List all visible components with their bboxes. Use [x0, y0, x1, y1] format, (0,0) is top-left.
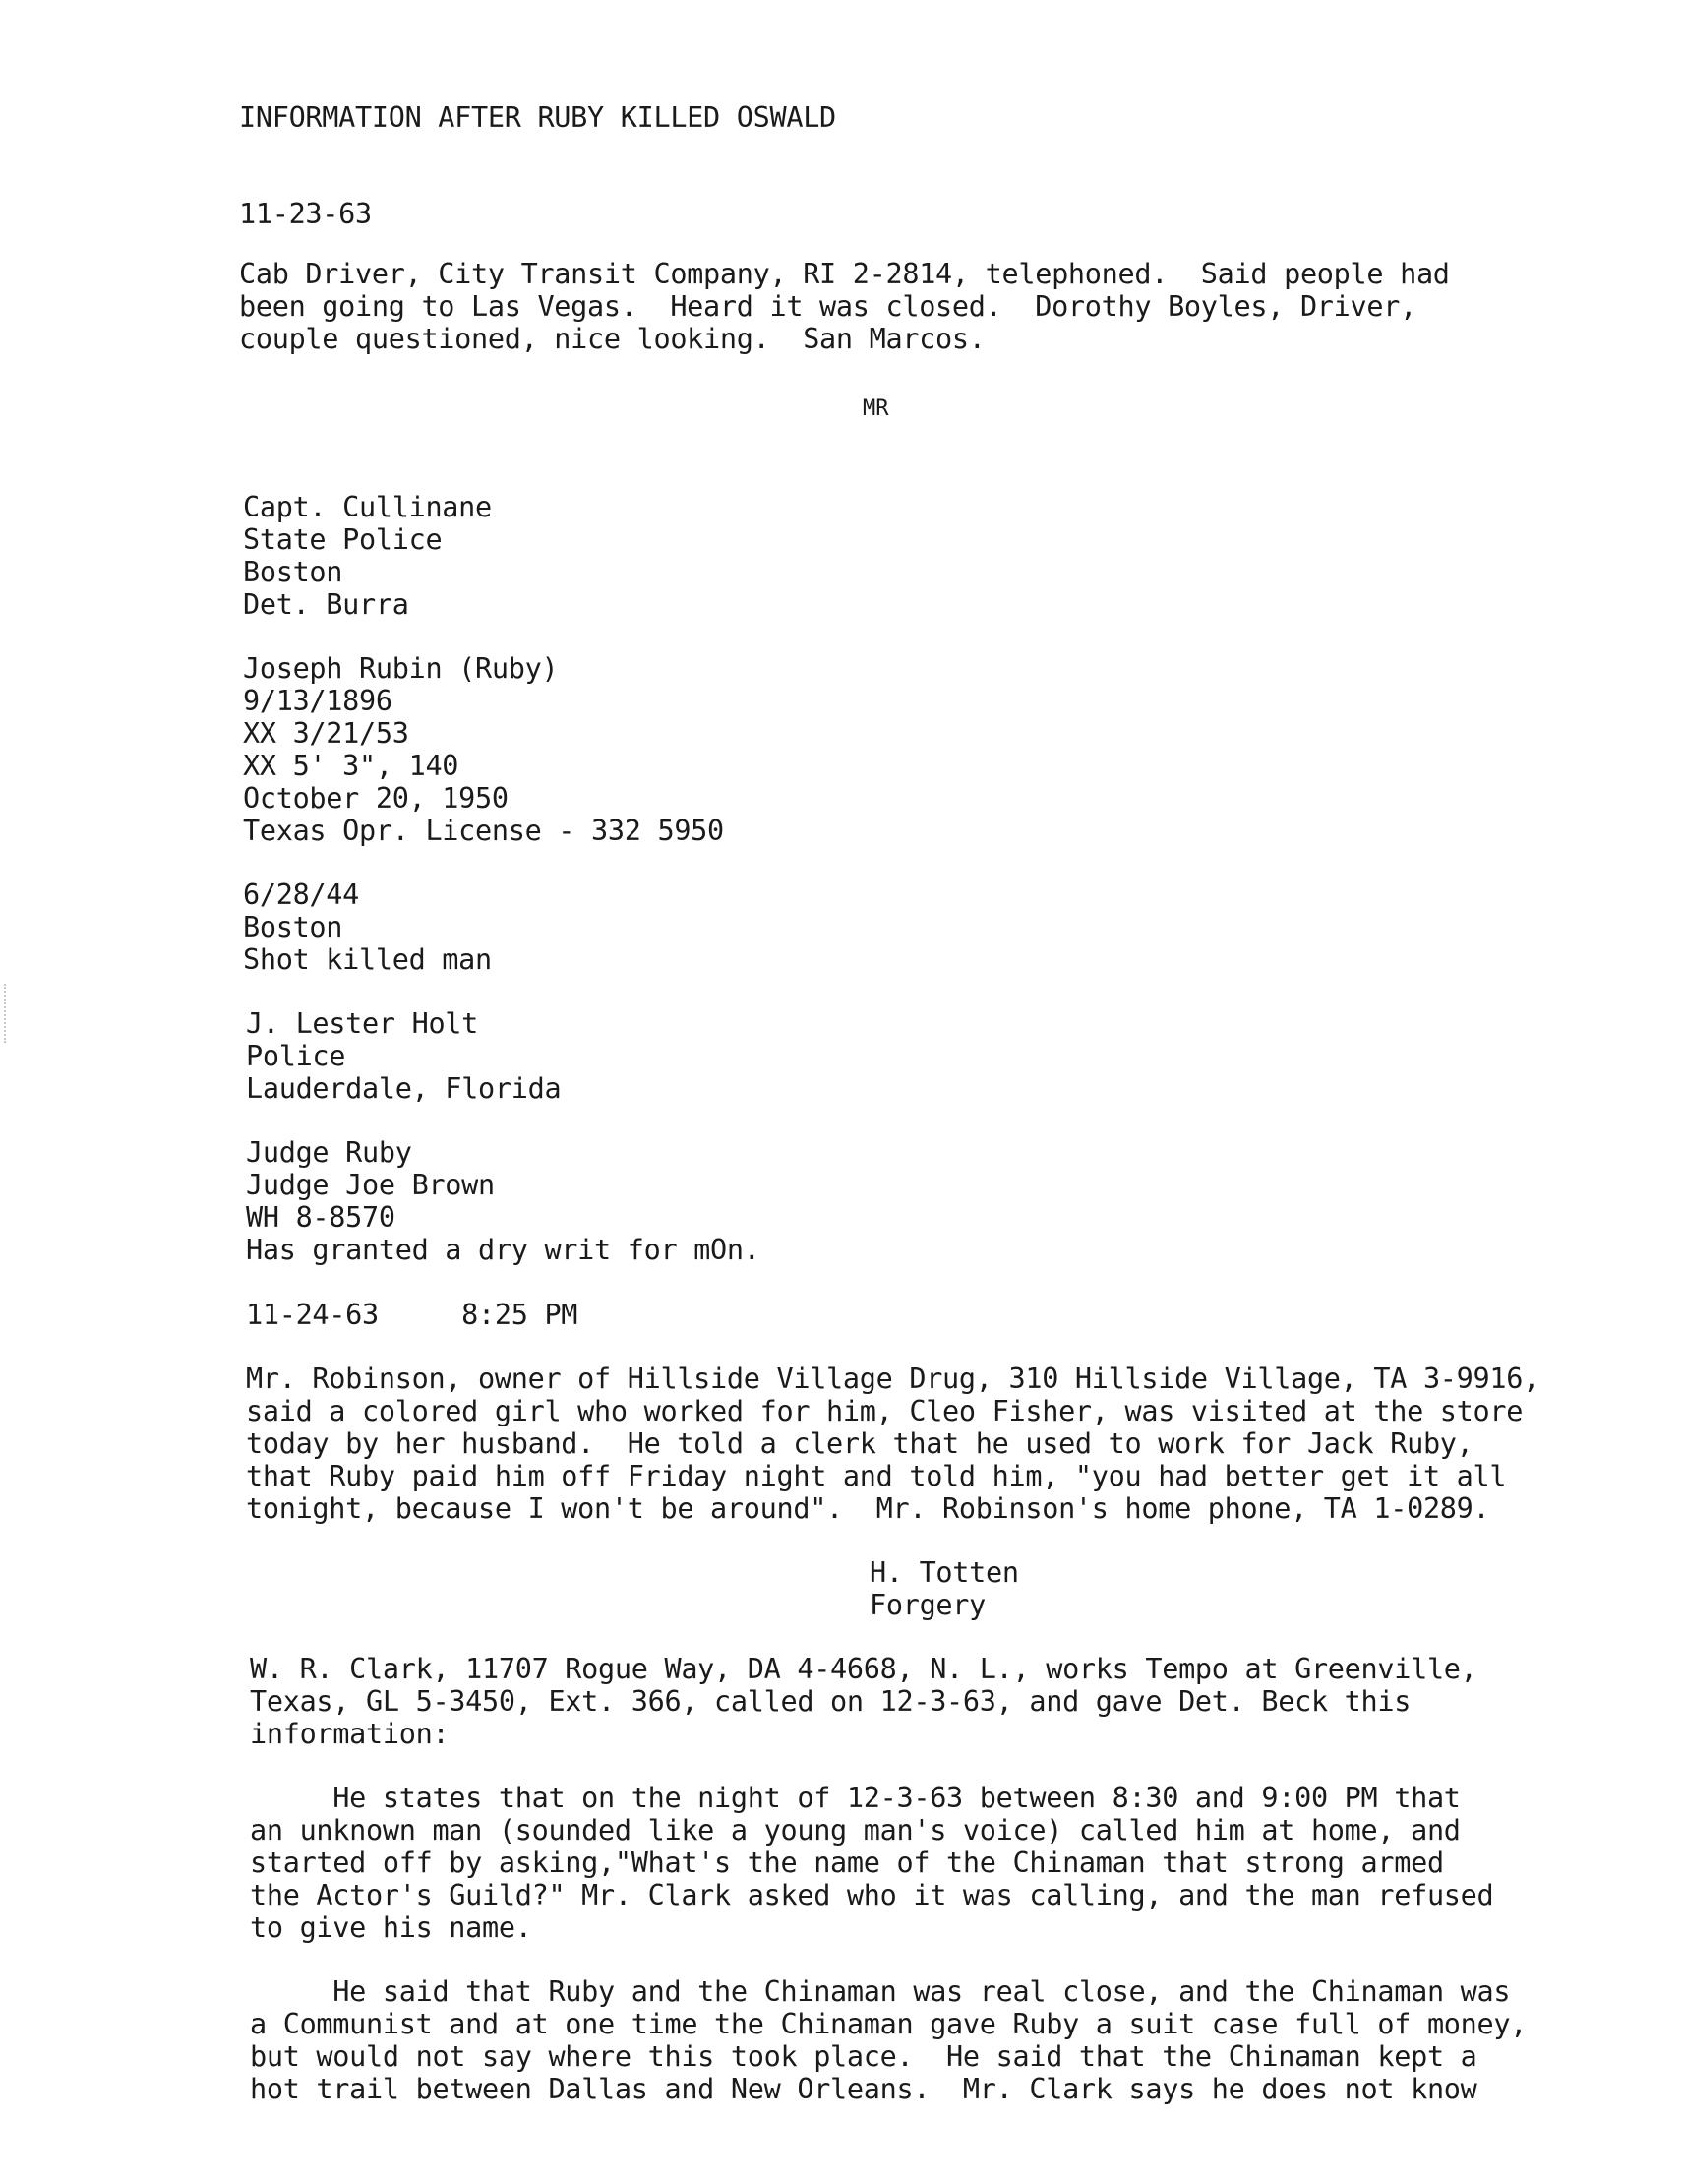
text-line: hot trail between Dallas and New Orleans. Mr. Clark says he does not know: [250, 2073, 1477, 2105]
scan-margin-mark: [4, 984, 8, 1043]
text-line: tonight, because I won't be around". Mr. Robinson's home phone, TA 1-0289.: [246, 1492, 1490, 1525]
text-line: information:: [250, 1718, 450, 1750]
text-line: Has granted a dry writ for mOn.: [246, 1234, 760, 1266]
text-line: XX 5' 3", 140: [243, 750, 459, 782]
text-line: Judge Ruby: [246, 1136, 412, 1169]
text-line: October 20, 1950: [243, 782, 509, 815]
text-line: Police: [246, 1040, 346, 1072]
entry-date: 11-24-63 8:25 PM: [246, 1299, 578, 1331]
text-line: Texas, GL 5-3450, Ext. 366, called on 12-3-63, and gave Det. Beck this: [250, 1685, 1412, 1718]
text-line: H. Totten: [870, 1556, 1019, 1589]
text-line: an unknown man (sounded like a young man's voice) called him at home, and: [250, 1814, 1461, 1847]
text-line: 9/13/1896: [243, 685, 392, 717]
text-line: the Actor's Guild?" Mr. Clark asked who it was calling, and the man refused: [250, 1879, 1494, 1911]
text-line: WH 8-8570: [246, 1201, 395, 1234]
text-line: Texas Opr. License - 332 5950: [243, 815, 724, 847]
text-line: that Ruby paid him off Friday night and told him, "you had better get it all: [246, 1460, 1507, 1492]
text-line: XX 3/21/53: [243, 717, 409, 750]
initials: MR: [863, 396, 889, 421]
text-line: couple questioned, nice looking. San Marcos.: [239, 323, 986, 355]
text-line: started off by asking,"What's the name of the Chinaman that strong armed: [250, 1847, 1444, 1879]
text-line: Forgery: [870, 1589, 987, 1621]
text-line: Boston: [243, 911, 343, 943]
text-line: 6/28/44: [243, 879, 360, 911]
text-line: State Police: [243, 523, 443, 556]
text-line: He states that on the night of 12-3-63 between 8:30 and 9:00 PM that: [250, 1782, 1461, 1814]
text-line: said a colored girl who worked for him, Cleo Fisher, was visited at the store: [246, 1395, 1524, 1427]
text-line: today by her husband. He told a clerk that he used to work for Jack Ruby,: [246, 1427, 1474, 1460]
text-line: Mr. Robinson, owner of Hillside Village Drug, 310 Hillside Village, TA 3-9916,: [246, 1363, 1539, 1395]
document-heading: INFORMATION AFTER RUBY KILLED OSWALD: [239, 101, 836, 134]
text-line: Shot killed man: [243, 943, 492, 976]
text-line: to give his name.: [250, 1911, 532, 1944]
text-line: Lauderdale, Florida: [246, 1072, 562, 1105]
text-line: been going to Las Vegas. Heard it was closed. Dorothy Boyles, Driver,: [239, 290, 1416, 323]
text-line: Capt. Cullinane: [243, 491, 492, 523]
text-line: W. R. Clark, 11707 Rogue Way, DA 4-4668, N. L., works Tempo at Greenville,: [250, 1653, 1477, 1685]
text-line: Joseph Rubin (Ruby): [243, 652, 559, 685]
text-line: but would not say where this took place. He said that the Chinaman kept a: [250, 2040, 1477, 2073]
text-line: Boston: [243, 556, 343, 588]
text-line: He said that Ruby and the Chinaman was real close, and the Chinaman was: [250, 1975, 1511, 2008]
text-line: J. Lester Holt: [246, 1007, 479, 1040]
text-line: Det. Burra: [243, 588, 409, 621]
text-line: Judge Joe Brown: [246, 1169, 495, 1201]
text-line: a Communist and at one time the Chinaman gave Ruby a suit case full of money,: [250, 2008, 1528, 2040]
entry-date: 11-23-63: [239, 198, 372, 230]
text-line: Cab Driver, City Transit Company, RI 2-2814, telephoned. Said people had: [239, 258, 1450, 290]
